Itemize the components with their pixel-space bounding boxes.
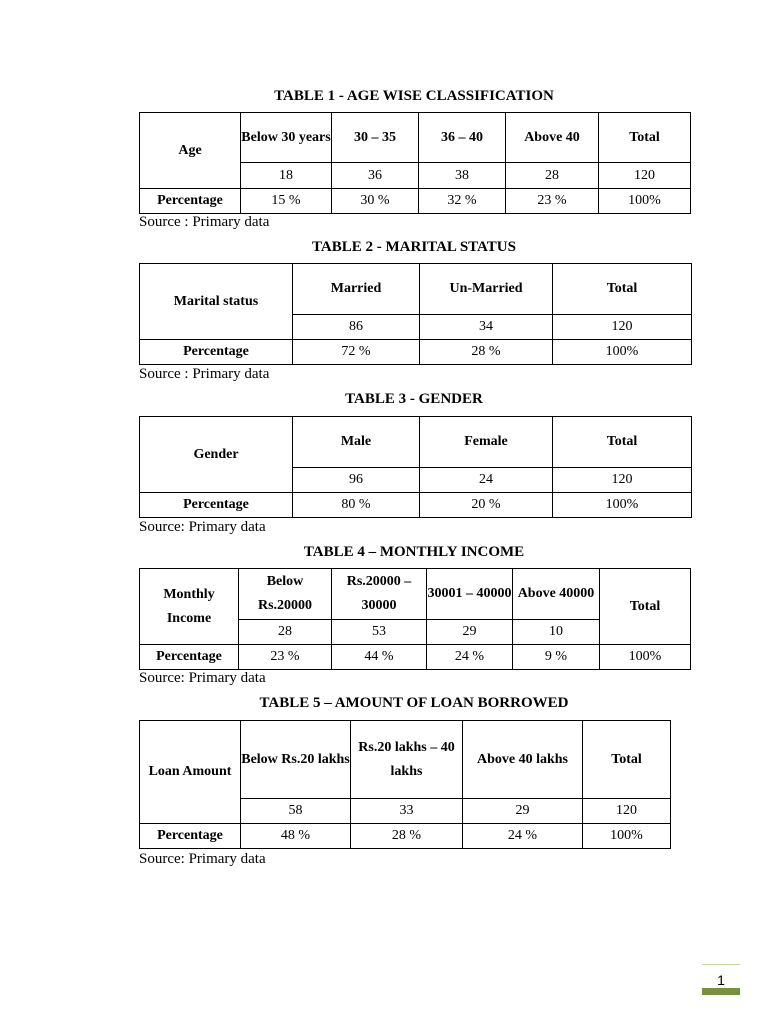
- age-table: [139, 112, 691, 214]
- income-col-header: Above 40000: [513, 569, 600, 620]
- income-percentage-label: Percentage: [140, 645, 239, 670]
- gender-count-cell: 96: [293, 468, 420, 493]
- income-col-header: Total: [600, 569, 691, 645]
- table1-caption: TABLE 1 - AGE WISE CLASSIFICATION: [274, 88, 554, 104]
- loan-count-cell: 29: [463, 799, 583, 824]
- table5-caption: TABLE 5 – AMOUNT OF LOAN BORROWED: [259, 695, 569, 711]
- loan-amount-table: [139, 720, 671, 849]
- page-number-bar: [702, 988, 740, 995]
- age-col-header: 36 – 40: [419, 113, 506, 163]
- age-count-cell: 120: [599, 163, 691, 189]
- income-percent-cell: 44 %: [332, 645, 427, 670]
- loan-count-cell: 120: [583, 799, 671, 824]
- income-percent-cell: 23 %: [239, 645, 332, 670]
- table5-source: Source: Primary data: [139, 851, 266, 867]
- table2-caption: TABLE 2 - MARITAL STATUS: [312, 239, 516, 255]
- loan-col-header: Below Rs.20 lakhs: [241, 721, 351, 799]
- age-col-header: Total: [599, 113, 691, 163]
- income-count-cell: 29: [427, 620, 513, 645]
- age-count-cell: 18: [241, 163, 332, 189]
- age-col-header: Above 40: [506, 113, 599, 163]
- age-percent-cell: 100%: [599, 189, 691, 214]
- table3-source: Source: Primary data: [139, 519, 266, 535]
- age-row-label: Age: [140, 113, 241, 189]
- table4-caption: TABLE 4 – MONTHLY INCOME: [303, 544, 525, 560]
- age-count-cell: 36: [332, 163, 419, 189]
- loan-row-label: Loan Amount: [140, 721, 241, 824]
- loan-percent-cell: 24 %: [463, 824, 583, 849]
- income-count-cell: 53: [332, 620, 427, 645]
- income-col-header: Rs.20000 – 30000: [332, 569, 427, 620]
- income-percent-cell: 9 %: [513, 645, 600, 670]
- table2-source: Source : Primary data: [139, 366, 270, 382]
- marital-col-header: Married: [293, 264, 420, 315]
- gender-col-header: Female: [420, 417, 553, 468]
- gender-percent-cell: 80 %: [293, 493, 420, 518]
- page-number: 1: [717, 972, 725, 988]
- income-percent-cell: 100%: [600, 645, 691, 670]
- gender-row-label: Gender: [140, 417, 293, 493]
- loan-percentage-label: Percentage: [140, 824, 241, 849]
- gender-count-cell: 120: [553, 468, 692, 493]
- monthly-income-table: [139, 568, 691, 670]
- gender-count-cell: 24: [420, 468, 553, 493]
- marital-row-label: Marital status: [140, 264, 293, 340]
- income-count-cell: 10: [513, 620, 600, 645]
- marital-count-cell: 120: [553, 315, 692, 340]
- loan-col-header: Above 40 lakhs: [463, 721, 583, 799]
- marital-count-cell: 86: [293, 315, 420, 340]
- age-percentage-label: Percentage: [140, 189, 241, 214]
- age-count-cell: 38: [419, 163, 506, 189]
- marital-percentage-label: Percentage: [140, 340, 293, 365]
- table3-caption: TABLE 3 - GENDER: [345, 391, 483, 407]
- age-col-header: 30 – 35: [332, 113, 419, 163]
- income-row-label: Monthly Income: [140, 569, 239, 645]
- age-percent-cell: 15 %: [241, 189, 332, 214]
- loan-count-cell: 58: [241, 799, 351, 824]
- income-col-header: Below Rs.20000: [239, 569, 332, 620]
- loan-col-header: Rs.20 lakhs – 40 lakhs: [351, 721, 463, 799]
- income-percent-cell: 24 %: [427, 645, 513, 670]
- gender-col-header: Total: [553, 417, 692, 468]
- age-percent-cell: 23 %: [506, 189, 599, 214]
- age-percent-cell: 32 %: [419, 189, 506, 214]
- marital-col-header: Un-Married: [420, 264, 553, 315]
- age-percent-cell: 30 %: [332, 189, 419, 214]
- marital-count-cell: 34: [420, 315, 553, 340]
- gender-table: [139, 416, 692, 518]
- marital-percent-cell: 100%: [553, 340, 692, 365]
- income-count-cell: 28: [239, 620, 332, 645]
- table4-source: Source: Primary data: [139, 670, 266, 686]
- gender-col-header: Male: [293, 417, 420, 468]
- loan-percent-cell: 48 %: [241, 824, 351, 849]
- marital-percent-cell: 28 %: [420, 340, 553, 365]
- age-count-cell: 28: [506, 163, 599, 189]
- marital-percent-cell: 72 %: [293, 340, 420, 365]
- loan-col-header: Total: [583, 721, 671, 799]
- table1-source: Source : Primary data: [139, 214, 270, 230]
- marital-status-table: [139, 263, 692, 365]
- loan-percent-cell: 100%: [583, 824, 671, 849]
- age-col-header: Below 30 years: [241, 113, 332, 163]
- gender-percentage-label: Percentage: [140, 493, 293, 518]
- page-number-box: [702, 964, 740, 995]
- gender-percent-cell: 20 %: [420, 493, 553, 518]
- loan-count-cell: 33: [351, 799, 463, 824]
- income-col-header: 30001 – 40000: [427, 569, 513, 620]
- loan-percent-cell: 28 %: [351, 824, 463, 849]
- marital-col-header: Total: [553, 264, 692, 315]
- gender-percent-cell: 100%: [553, 493, 692, 518]
